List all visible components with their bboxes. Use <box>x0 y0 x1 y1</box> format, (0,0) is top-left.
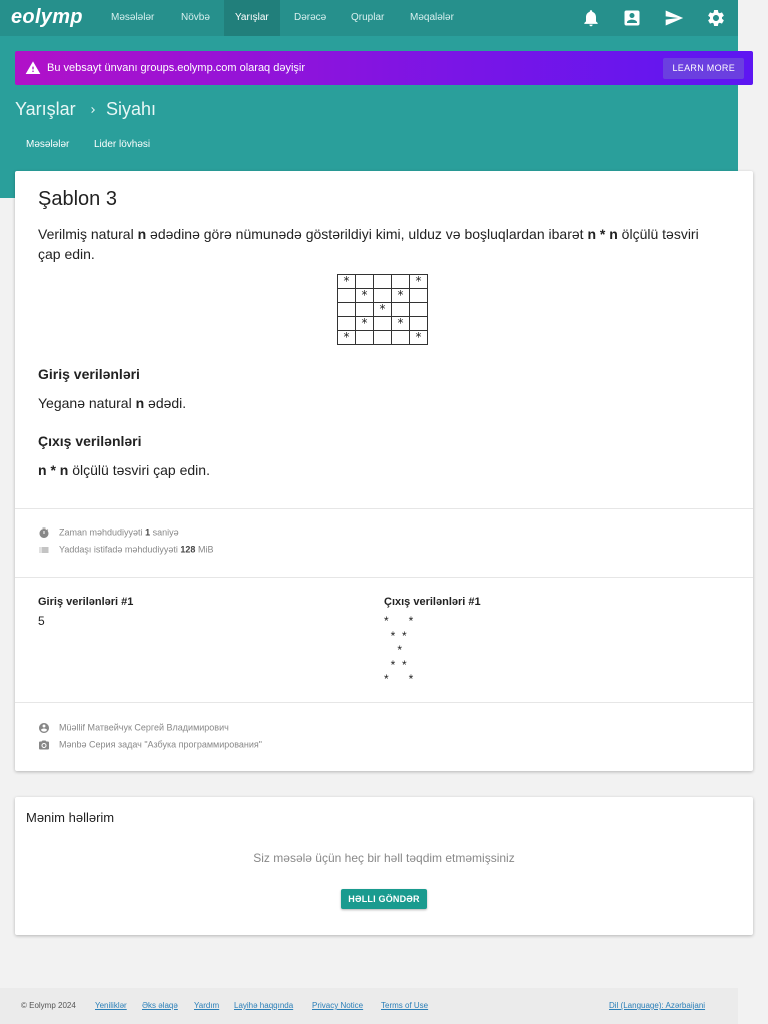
nav-queue[interactable]: Növbə <box>181 12 210 23</box>
nav-groups[interactable]: Qruplar <box>351 12 385 23</box>
pattern-cell <box>356 275 374 289</box>
pattern-cell: * <box>392 317 410 331</box>
pattern-cell <box>374 317 392 331</box>
pattern-cell: * <box>410 331 428 345</box>
nav-contests[interactable]: Yarışlar <box>224 0 280 36</box>
problem-card <box>15 171 753 771</box>
problem-statement: Verilmiş natural n ədədinə görə nümunədə göstərildiyi kimi, ulduz və boşluqlardan ibarət n * n ölçülü təsviri çap edin. <box>38 226 699 262</box>
pattern-cell <box>410 289 428 303</box>
nav-articles[interactable]: Məqalələr <box>410 12 454 23</box>
top-navbar <box>0 0 738 36</box>
timer-icon <box>38 527 50 539</box>
output-heading: Çıxış verilənləri <box>38 433 142 449</box>
pattern-row <box>338 303 428 317</box>
footer-link-feedback[interactable]: Əks əlaqə <box>142 1001 178 1010</box>
pattern-cell: * <box>356 317 374 331</box>
pattern-cell: * <box>392 289 410 303</box>
no-solutions-message: Siz məsələ üçün heç bir həll təqdim etməmişsiniz <box>253 851 515 865</box>
send-icon[interactable] <box>664 8 684 28</box>
time-limit: Zaman məhdudiyyəti 1 saniyə <box>38 527 179 539</box>
pattern-cell <box>338 317 356 331</box>
pattern-row <box>338 331 428 345</box>
pattern-cell <box>374 289 392 303</box>
pattern-cell <box>392 303 410 317</box>
settings-icon[interactable] <box>706 8 726 28</box>
my-solutions-card <box>15 797 753 935</box>
pattern-cell <box>392 275 410 289</box>
subnav-problems[interactable]: Məsələlər <box>26 139 70 150</box>
pattern-cell: * <box>410 275 428 289</box>
footer-language-link[interactable]: Dil (Language): Azərbaijani <box>609 1001 706 1010</box>
divider <box>15 702 753 703</box>
list-icon <box>38 544 50 556</box>
pattern-cell <box>338 303 356 317</box>
problem-source: Mənbə Серия задач "Азбука программирования" <box>38 739 262 751</box>
pattern-row <box>338 275 428 289</box>
domain-change-alert <box>15 51 753 85</box>
pattern-cell: * <box>338 331 356 345</box>
nav-rating[interactable]: Dərəcə <box>294 12 327 23</box>
footer-link-help[interactable]: Yardım <box>194 1001 220 1010</box>
pattern-cell <box>356 303 374 317</box>
pattern-cell <box>338 289 356 303</box>
pattern-cell <box>374 331 392 345</box>
example-input: 5 <box>38 614 45 628</box>
breadcrumb-list: Siyahı <box>106 99 157 119</box>
breadcrumb-contests[interactable]: Yarışlar <box>15 99 76 119</box>
pattern-cell <box>374 275 392 289</box>
footer-link-terms[interactable]: Terms of Use <box>381 1001 429 1010</box>
divider <box>15 508 753 509</box>
problem-author: Müəllif Матвейчук Сергей Владимирович <box>38 722 229 734</box>
chevron-right-icon <box>87 103 99 115</box>
footer-link-about[interactable]: Layihə haqqında <box>234 1001 294 1010</box>
pattern-cell <box>356 331 374 345</box>
account-box-icon[interactable] <box>622 8 642 28</box>
subnav-leaderboard[interactable]: Lider lövhəsi <box>94 139 151 150</box>
output-description: n * n ölçülü təsviri çap edin. <box>38 462 210 478</box>
footer <box>0 988 738 1024</box>
warning-icon <box>25 60 41 76</box>
problem-title: Şablon 3 <box>38 188 117 210</box>
input-heading: Giriş verilənləri <box>38 366 140 382</box>
pattern-grid <box>337 274 428 345</box>
copyright: © Eolymp 2024 <box>21 1001 76 1010</box>
example-output: * * * * * * * * * <box>384 614 414 686</box>
eolymp-logo[interactable]: eolymp <box>11 6 83 28</box>
pattern-cell: * <box>374 303 392 317</box>
memory-limit: Yaddaşı istifadə məhdudiyyəti 128 MiB <box>38 544 213 556</box>
account-circle-icon <box>38 722 50 734</box>
footer-link-news[interactable]: Yeniliklər <box>95 1001 127 1010</box>
submit-solution-button[interactable]: HƏLLI GÖNDƏR <box>341 889 427 909</box>
divider <box>15 577 753 578</box>
learn-more-button[interactable]: LEARN MORE <box>663 58 744 79</box>
pattern-row <box>338 289 428 303</box>
nav-problems[interactable]: Məsələlər <box>111 12 155 23</box>
pattern-row <box>338 317 428 331</box>
pattern-cell <box>410 317 428 331</box>
footer-link-privacy[interactable]: Privacy Notice <box>312 1001 364 1010</box>
input-description: Yeganə natural n ədədi. <box>38 395 187 411</box>
camera-icon <box>38 739 50 751</box>
pattern-cell <box>410 303 428 317</box>
bell-icon[interactable] <box>581 8 601 28</box>
pattern-cell <box>392 331 410 345</box>
example-input-heading: Giriş verilənləri #1 <box>38 596 134 608</box>
example-output-heading: Çıxış verilənləri #1 <box>384 596 481 608</box>
pattern-cell: * <box>338 275 356 289</box>
my-solutions-title: Mənim həllərim <box>26 810 115 825</box>
alert-message: Bu vebsayt ünvanı groups.eolymp.com olaraq dəyişir <box>47 62 306 74</box>
pattern-cell: * <box>356 289 374 303</box>
